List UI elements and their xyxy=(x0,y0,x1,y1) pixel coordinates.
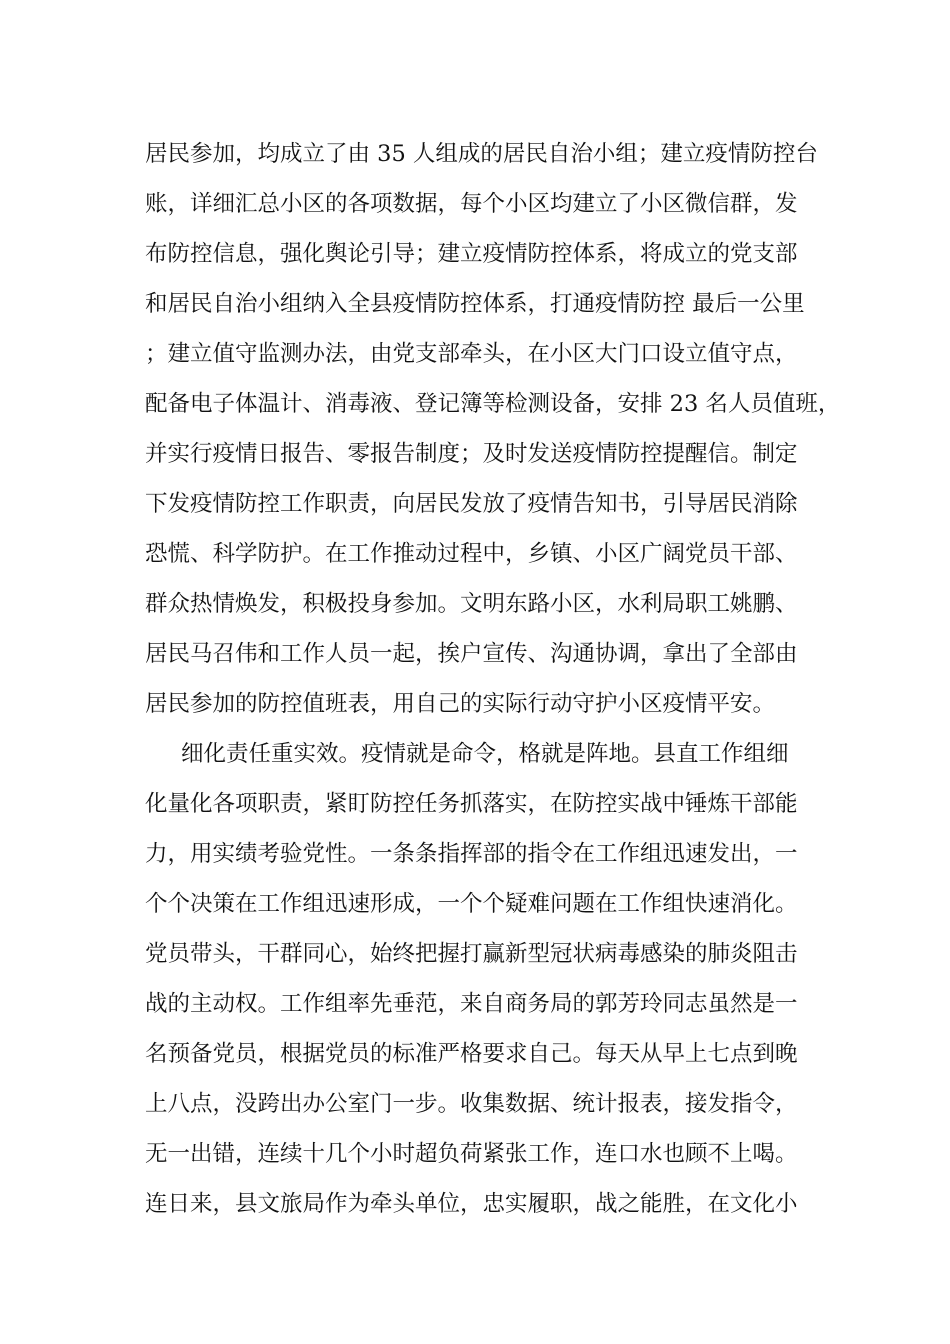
body-text xyxy=(145,133,841,1233)
text-line-19: 名预备党员，根据党员的标准严格要求自己。每天从早上七点到晚 xyxy=(145,1041,798,1067)
text-line-12: 居民参加的防控值班表，用自己的实际行动守护小区疫情平安。 xyxy=(145,691,776,717)
text-line-16: 个个决策在工作组迅速形成，一个个疑难问题在工作组快速消化。 xyxy=(145,891,798,917)
text-line-20: 上八点，没跨出办公室门一步。收集数据、统计报表，接发指令， xyxy=(145,1091,798,1117)
text-line-21: 无一出错，连续十几个小时超负荷紧张工作，连口水也顾不上喝。 xyxy=(145,1141,798,1167)
text-line-1: 居民参加，均成立了由 35 人组成的居民自治小组；建立疫情防控台 xyxy=(145,141,818,167)
text-line-2: 账，详细汇总小区的各项数据，每个小区均建立了小区微信群，发 xyxy=(145,191,798,217)
text-line-13: 细化责任重实效。疫情就是命令，格就是阵地。县直工作组细 xyxy=(181,741,789,767)
text-line-7: 并实行疫情日报告、零报告制度；及时发送疫情防控提醒信。制定 xyxy=(145,441,798,467)
text-line-3: 布防控信息，强化舆论引导；建立疫情防控体系，将成立的党支部 xyxy=(145,241,798,267)
text-line-15: 力，用实绩考验党性。一条条指挥部的指令在工作组迅速发出，一 xyxy=(145,841,798,867)
text-line-10: 群众热情焕发，积极投身参加。文明东路小区，水利局职工姚鹏、 xyxy=(145,591,798,617)
text-line-11: 居民马召伟和工作人员一起，挨户宣传、沟通协调，拿出了全部由 xyxy=(145,641,798,667)
text-line-17: 党员带头，干群同心，始终把握打赢新型冠状病毒感染的肺炎阻击 xyxy=(145,941,798,967)
text-line-9: 恐慌、科学防护。在工作推动过程中，乡镇、小区广阔党员干部、 xyxy=(145,541,798,567)
text-line-18: 战的主动权。工作组率先垂范，来自商务局的郭芳玲同志虽然是一 xyxy=(145,991,798,1017)
text-line-6: 配备电子体温计、消毒液、登记簿等检测设备，安排 23 名人员值班， xyxy=(145,391,841,417)
text-line-8: 下发疫情防控工作职责，向居民发放了疫情告知书，引导居民消除 xyxy=(145,491,798,517)
text-line-14: 化量化各项职责，紧盯防控任务抓落实，在防控实战中锤炼干部能 xyxy=(145,791,798,817)
text-line-4: 和居民自治小组纳入全县疫情防控体系，打通疫情防控 最后一公里 xyxy=(145,291,805,317)
text-line-5: ；建立值守监测办法，由党支部牵头，在小区大门口设立值守点， xyxy=(145,341,798,367)
text-line-22: 连日来，县文旅局作为牵头单位，忠实履职，战之能胜，在文化小 xyxy=(145,1191,798,1217)
